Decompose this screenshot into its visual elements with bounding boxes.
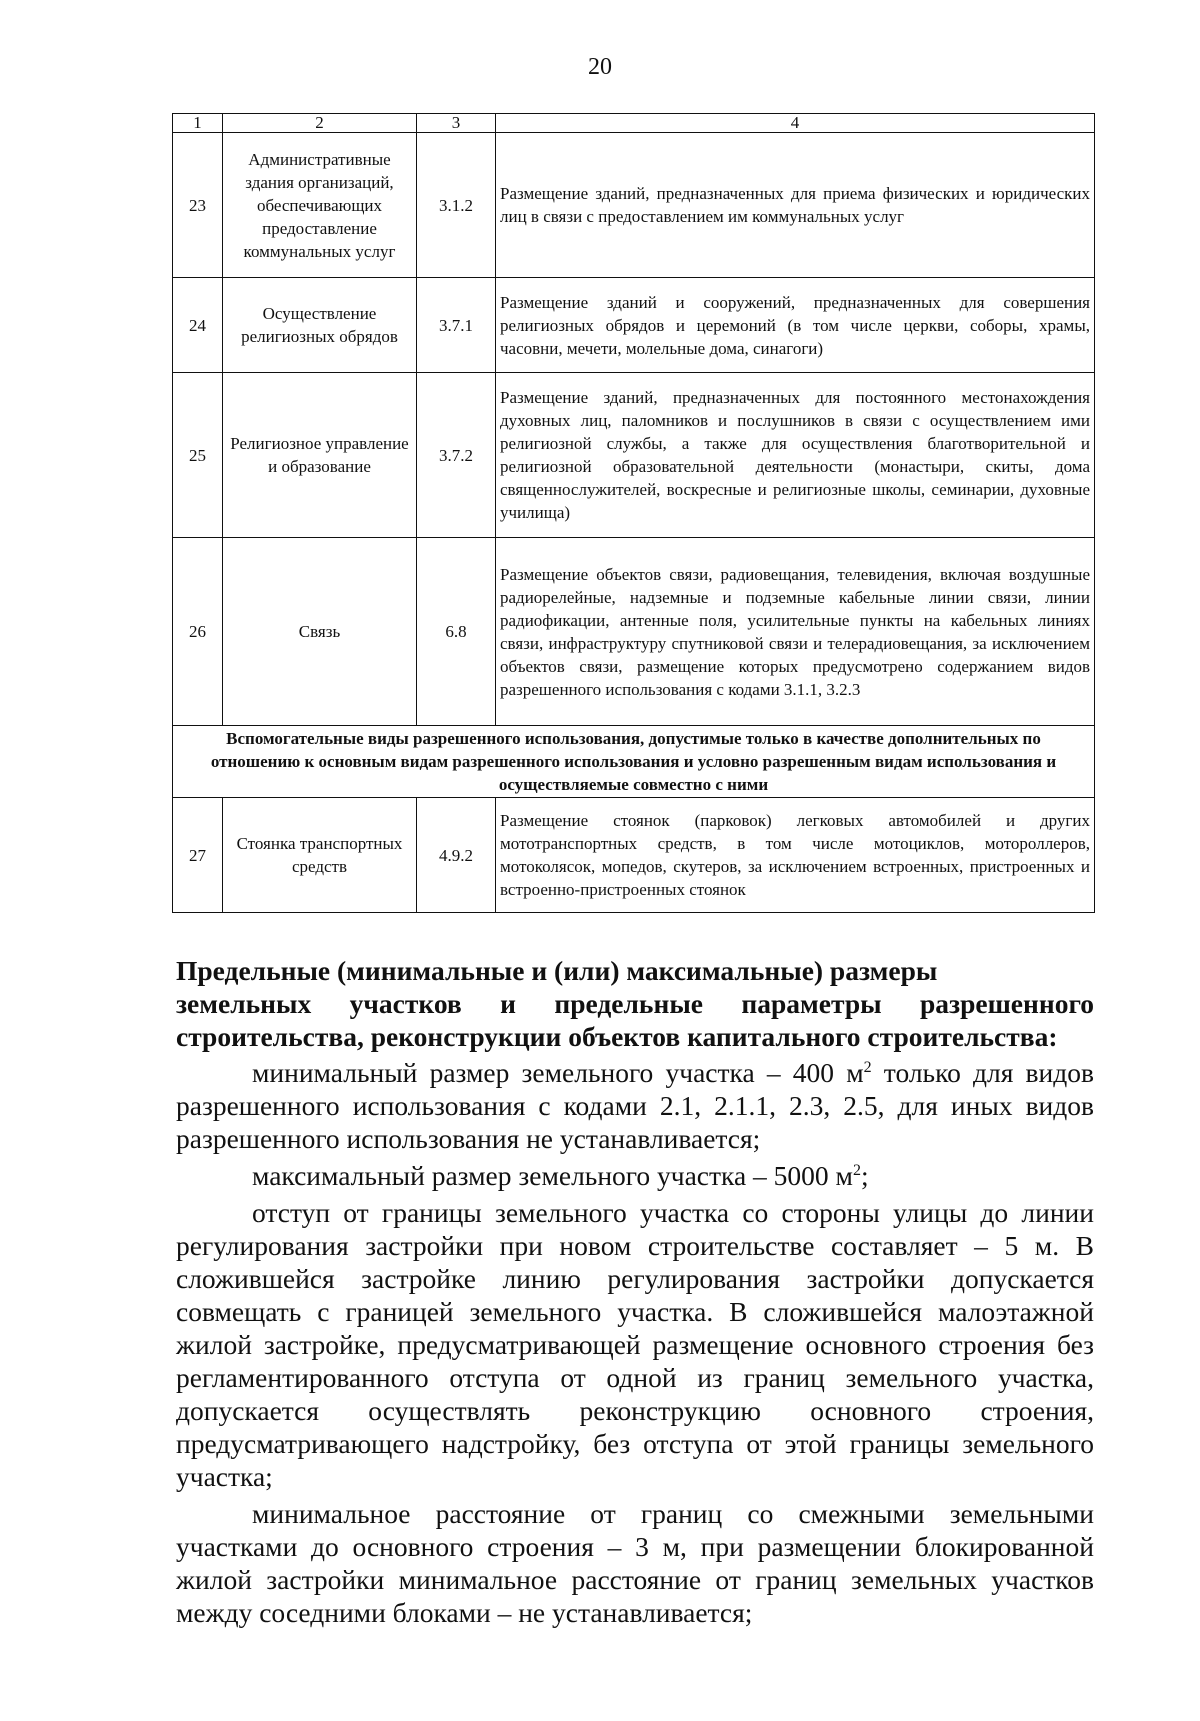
- use-type-description: Размещение зданий и сооружений, предназначенных для совершения религиозных обрядов и церемоний (в том числе церкви, соборы, храмы, часовни, мечети, молельные дома, синагоги): [496, 278, 1095, 373]
- heading-line-1: Предельные (минимальные и (или) максимальные) размеры: [176, 955, 938, 986]
- section-title: Вспомогательные виды разрешенного использования, допустимые только в качестве дополнительных по отношению к основным видам разрешенного использования и условно разрешенным видам использования и осуществляемые совместно с ними: [173, 726, 1095, 798]
- table-header-row: [173, 114, 1095, 133]
- use-type-name: Религиозное управление и образование: [223, 373, 417, 538]
- table-row: [173, 373, 1095, 538]
- row-number: 25: [173, 373, 223, 538]
- land-use-table: [172, 113, 1095, 913]
- use-type-description: Размещение объектов связи, радиовещания, телевидения, включая воздушные радиорелейные, надземные и подземные кабельные линии связи, линии радиофикации, антенные поля, усилительные пункты на кабельных линиях связи, инфраструктуру спутниковой связи и телерадиовещания, за исключением объектов связи, размещение которых предусмотрено содержанием видов разрешенного использования с кодами 3.1.1, 3.2.3: [496, 538, 1095, 726]
- paragraph-text: ;: [860, 1160, 869, 1191]
- use-type-description: Размещение зданий, предназначенных для постоянного местонахождения духовных лиц, паломников и послушников в связи с осуществлением ими религиозной службы, а также для осуществления благотворительной и религиозной образовательной деятельности (монастыри, скиты, дома священнослужителей, воскресные и религиозные школы, семинарии, духовные училища): [496, 373, 1095, 538]
- superscript: 2: [863, 1058, 872, 1076]
- paragraph-setback: отступ от границы земельного участка со стороны улицы до линии регулирования застройки при новом строительстве составляет – 5 м. В сложившейся застройке линию регулирования застройки допускается совмещать с границей земельного участка. В сложившейся малоэтажной жилой застройке, предусматривающей размещение основного строения без регламентированного отступа от одной из границ земельного участка, допускается осуществлять реконструкцию основного строения, предусматривающего надстройку, без отступа от этой границы земельного участка;: [176, 1197, 1094, 1492]
- use-type-code: 3.7.1: [417, 278, 496, 373]
- section-header-row: [173, 726, 1095, 798]
- use-type-code: 3.1.2: [417, 133, 496, 278]
- paragraph-max-size: [176, 1159, 1094, 1192]
- use-type-code: 3.7.2: [417, 373, 496, 538]
- header-col-3: 3: [417, 114, 496, 133]
- heading-line-rest: земельных участков и предельные параметры разрешенного строительства, реконструкции объектов капитального строительства:: [176, 988, 1094, 1052]
- row-number: 24: [173, 278, 223, 373]
- paragraph-text: максимальный размер земельного участка – 5000 м: [252, 1160, 853, 1191]
- row-number: 27: [173, 798, 223, 913]
- use-type-description: Размещение стоянок (парковок) легковых автомобилей и других мототранспортных средств, в том числе мотоциклов, мотороллеров, мотоколясок, мопедов, скутеров, за исключением встроенных, пристроенных и встроенно-пристроенных стоянок: [496, 798, 1095, 913]
- table-row: [173, 133, 1095, 278]
- body-text: [176, 1056, 1094, 1633]
- section-heading: [176, 954, 1094, 1053]
- use-type-code: 6.8: [417, 538, 496, 726]
- paragraph-min-size: [176, 1056, 1094, 1155]
- header-col-1: 1: [173, 114, 223, 133]
- paragraph-text: только для видов разрешенного использования с кодами 2.1, 2.1.1, 2.3, 2.5, для иных видов разрешенного использования не устанавливается;: [176, 1057, 1094, 1154]
- header-col-4: 4: [496, 114, 1095, 133]
- use-type-name: Осуществление религиозных обрядов: [223, 278, 417, 373]
- use-type-name: Связь: [223, 538, 417, 726]
- paragraph-text: минимальный размер земельного участка – 400 м: [252, 1057, 864, 1088]
- table-row: [173, 278, 1095, 373]
- header-col-2: 2: [223, 114, 417, 133]
- use-type-description: Размещение зданий, предназначенных для приема физических и юридических лиц в связи с предоставлением им коммунальных услуг: [496, 133, 1095, 278]
- table-row: [173, 538, 1095, 726]
- use-type-name: Административные здания организаций, обеспечивающих предоставление коммунальных услуг: [223, 133, 417, 278]
- row-number: 26: [173, 538, 223, 726]
- page-number: 20: [588, 54, 612, 80]
- table-row: [173, 798, 1095, 913]
- superscript: 2: [852, 1161, 861, 1179]
- paragraph-min-distance: минимальное расстояние от границ со смежными земельными участками до основного строения – 3 м, при размещении блокированной жилой застройки минимальное расстояние от границ земельных участков между соседними блоками – не устанавливается;: [176, 1498, 1094, 1628]
- use-type-name: Стоянка транспортных средств: [223, 798, 417, 913]
- use-type-code: 4.9.2: [417, 798, 496, 913]
- row-number: 23: [173, 133, 223, 278]
